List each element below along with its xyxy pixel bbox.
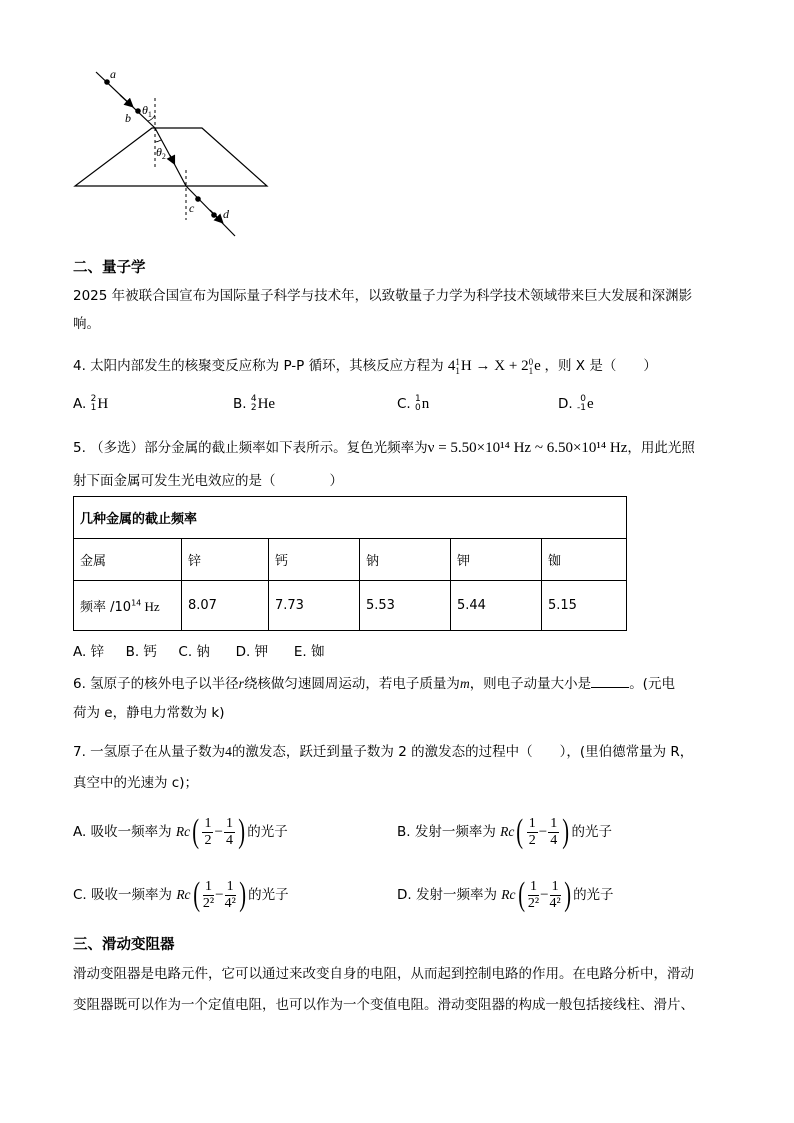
q5-option-a: A. 锌 xyxy=(73,644,105,660)
table-row-label: 频率 $/10^{14}$ Hz xyxy=(74,581,182,631)
section3-line2: 变阻器既可以作为一个定值电阻，也可以作为一个变值电阻。滑动变阻器的构成一般包括接线柱、滑片、 xyxy=(73,997,694,1013)
question-6-line1: 6. 氢原子的核外电子以半径r绕核做匀速圆周运动，若电子质量为m，则电子动量大小是 。(元电 xyxy=(73,673,675,694)
question-4 xyxy=(73,356,657,376)
table-header-cell: 钠 xyxy=(360,539,451,581)
q4-option-d: D. 0 -1 e xyxy=(558,394,594,413)
table-row xyxy=(74,581,627,631)
q5-option-c: C. 钠 xyxy=(178,644,210,660)
point-d xyxy=(211,212,217,218)
label-theta2: $\theta_2$ xyxy=(156,145,166,161)
q4-option-c: C. 1 0 n xyxy=(397,394,430,413)
incident-arrow xyxy=(120,95,132,106)
q4-suffix: ，则 X 是（ ） xyxy=(544,358,657,374)
refraction-figure xyxy=(60,60,290,245)
refracted-arrow xyxy=(170,155,174,163)
question-6-line2: 荷为 e，静电力常数为 k) xyxy=(73,705,225,721)
table-cell: 5.15 xyxy=(542,581,627,631)
question-5-line1: 5. （多选）部分金属的截止频率如下表所示。复色光频率为ν = 5.50×10¹⁴ Hz ~ 6.50×10¹⁴ Hz，用此光照 xyxy=(73,440,695,456)
table-title: 几种金属的截止频率 xyxy=(74,497,627,539)
label-theta1: $\theta_1$ xyxy=(142,103,152,119)
table-cell: 5.44 xyxy=(451,581,542,631)
section2-intro-line2: 响。 xyxy=(73,316,100,332)
section2-intro-line1: 2025 年被联合国宣布为国际量子科学与技术年，以致敬量子力学为科学技术领域带来巨大发展和深渊影 xyxy=(73,288,693,304)
question-7-line2: 真空中的光速为 c)； xyxy=(73,775,198,791)
table-cell: 5.53 xyxy=(360,581,451,631)
table-header-cell: 铷 xyxy=(542,539,627,581)
q7-option-b: B. 发射一频率为 Rc( $\frac{1}{2}$ − $\frac{1}{4}$ ) 的光子 xyxy=(397,813,613,850)
table-cell: 7.73 xyxy=(269,581,360,631)
section-heading-rheostat: 三、滑动变阻器 xyxy=(73,937,175,953)
table-header-row xyxy=(74,539,627,581)
q5-options xyxy=(73,642,325,662)
q4-equation: 4 1 1 H → X + 2 0 1 e xyxy=(447,356,541,376)
q7-option-c: C. 吸收一频率为 Rc( $\frac{1}{\text{2²}}$ − $\frac{1}{\text{4²}}$ ) 的光子 xyxy=(73,876,289,913)
q4-prefix: 4. 太阳内部发生的核聚变反应称为 P-P 循环，其核反应方程为 xyxy=(73,358,444,374)
table-header-cell: 金属 xyxy=(74,539,182,581)
point-c xyxy=(195,196,201,202)
label-b: b xyxy=(125,111,131,125)
table-header-cell: 钙 xyxy=(269,539,360,581)
question-7-line1: 7. 一氢原子在从量子数为4的激发态，跃迁到量子数为 2 的激发态的过程中（ ），(里伯德常量为 R， xyxy=(73,744,694,760)
q5-option-e: E. 铷 xyxy=(293,644,325,660)
q5-option-b: B. 钙 xyxy=(125,644,157,660)
label-c: c xyxy=(189,201,195,215)
answer-blank[interactable] xyxy=(591,673,629,688)
q4-option-a: A. 2 1 H xyxy=(73,394,109,413)
section-heading-quantum: 二、量子学 xyxy=(73,260,146,276)
table-header-cell: 钾 xyxy=(451,539,542,581)
table-header-cell: 锌 xyxy=(182,539,269,581)
cutoff-frequency-table xyxy=(73,496,627,631)
label-d: d xyxy=(223,207,229,221)
point-b xyxy=(135,108,141,114)
q7-option-a: A. 吸收一频率为 Rc( $\frac{1}{2}$ − $\frac{1}{4}$ ) 的光子 xyxy=(73,813,288,850)
q7-option-d: D. 发射一频率为 Rc( $\frac{1}{\text{2²}}$ − $\frac{1}{\text{4²}}$ ) 的光子 xyxy=(397,876,614,913)
question-5-line2: 射下面金属可发生光电效应的是（ ） xyxy=(73,473,343,489)
label-a: a xyxy=(110,67,116,81)
q5-frequency-range: ν = 5.50×10¹⁴ Hz ~ 6.50×10¹⁴ Hz xyxy=(427,440,628,456)
table-cell: 8.07 xyxy=(182,581,269,631)
angle-arc-2 xyxy=(155,140,161,142)
q4-option-b: B. 4 2 He xyxy=(233,394,276,413)
section3-line1: 滑动变阻器是电路元件，它可以通过来改变自身的电阻，从而起到控制电路的作用。在电路分析中，滑动 xyxy=(73,966,694,982)
point-a xyxy=(104,79,110,85)
q5-option-d: D. 钾 xyxy=(235,644,269,660)
